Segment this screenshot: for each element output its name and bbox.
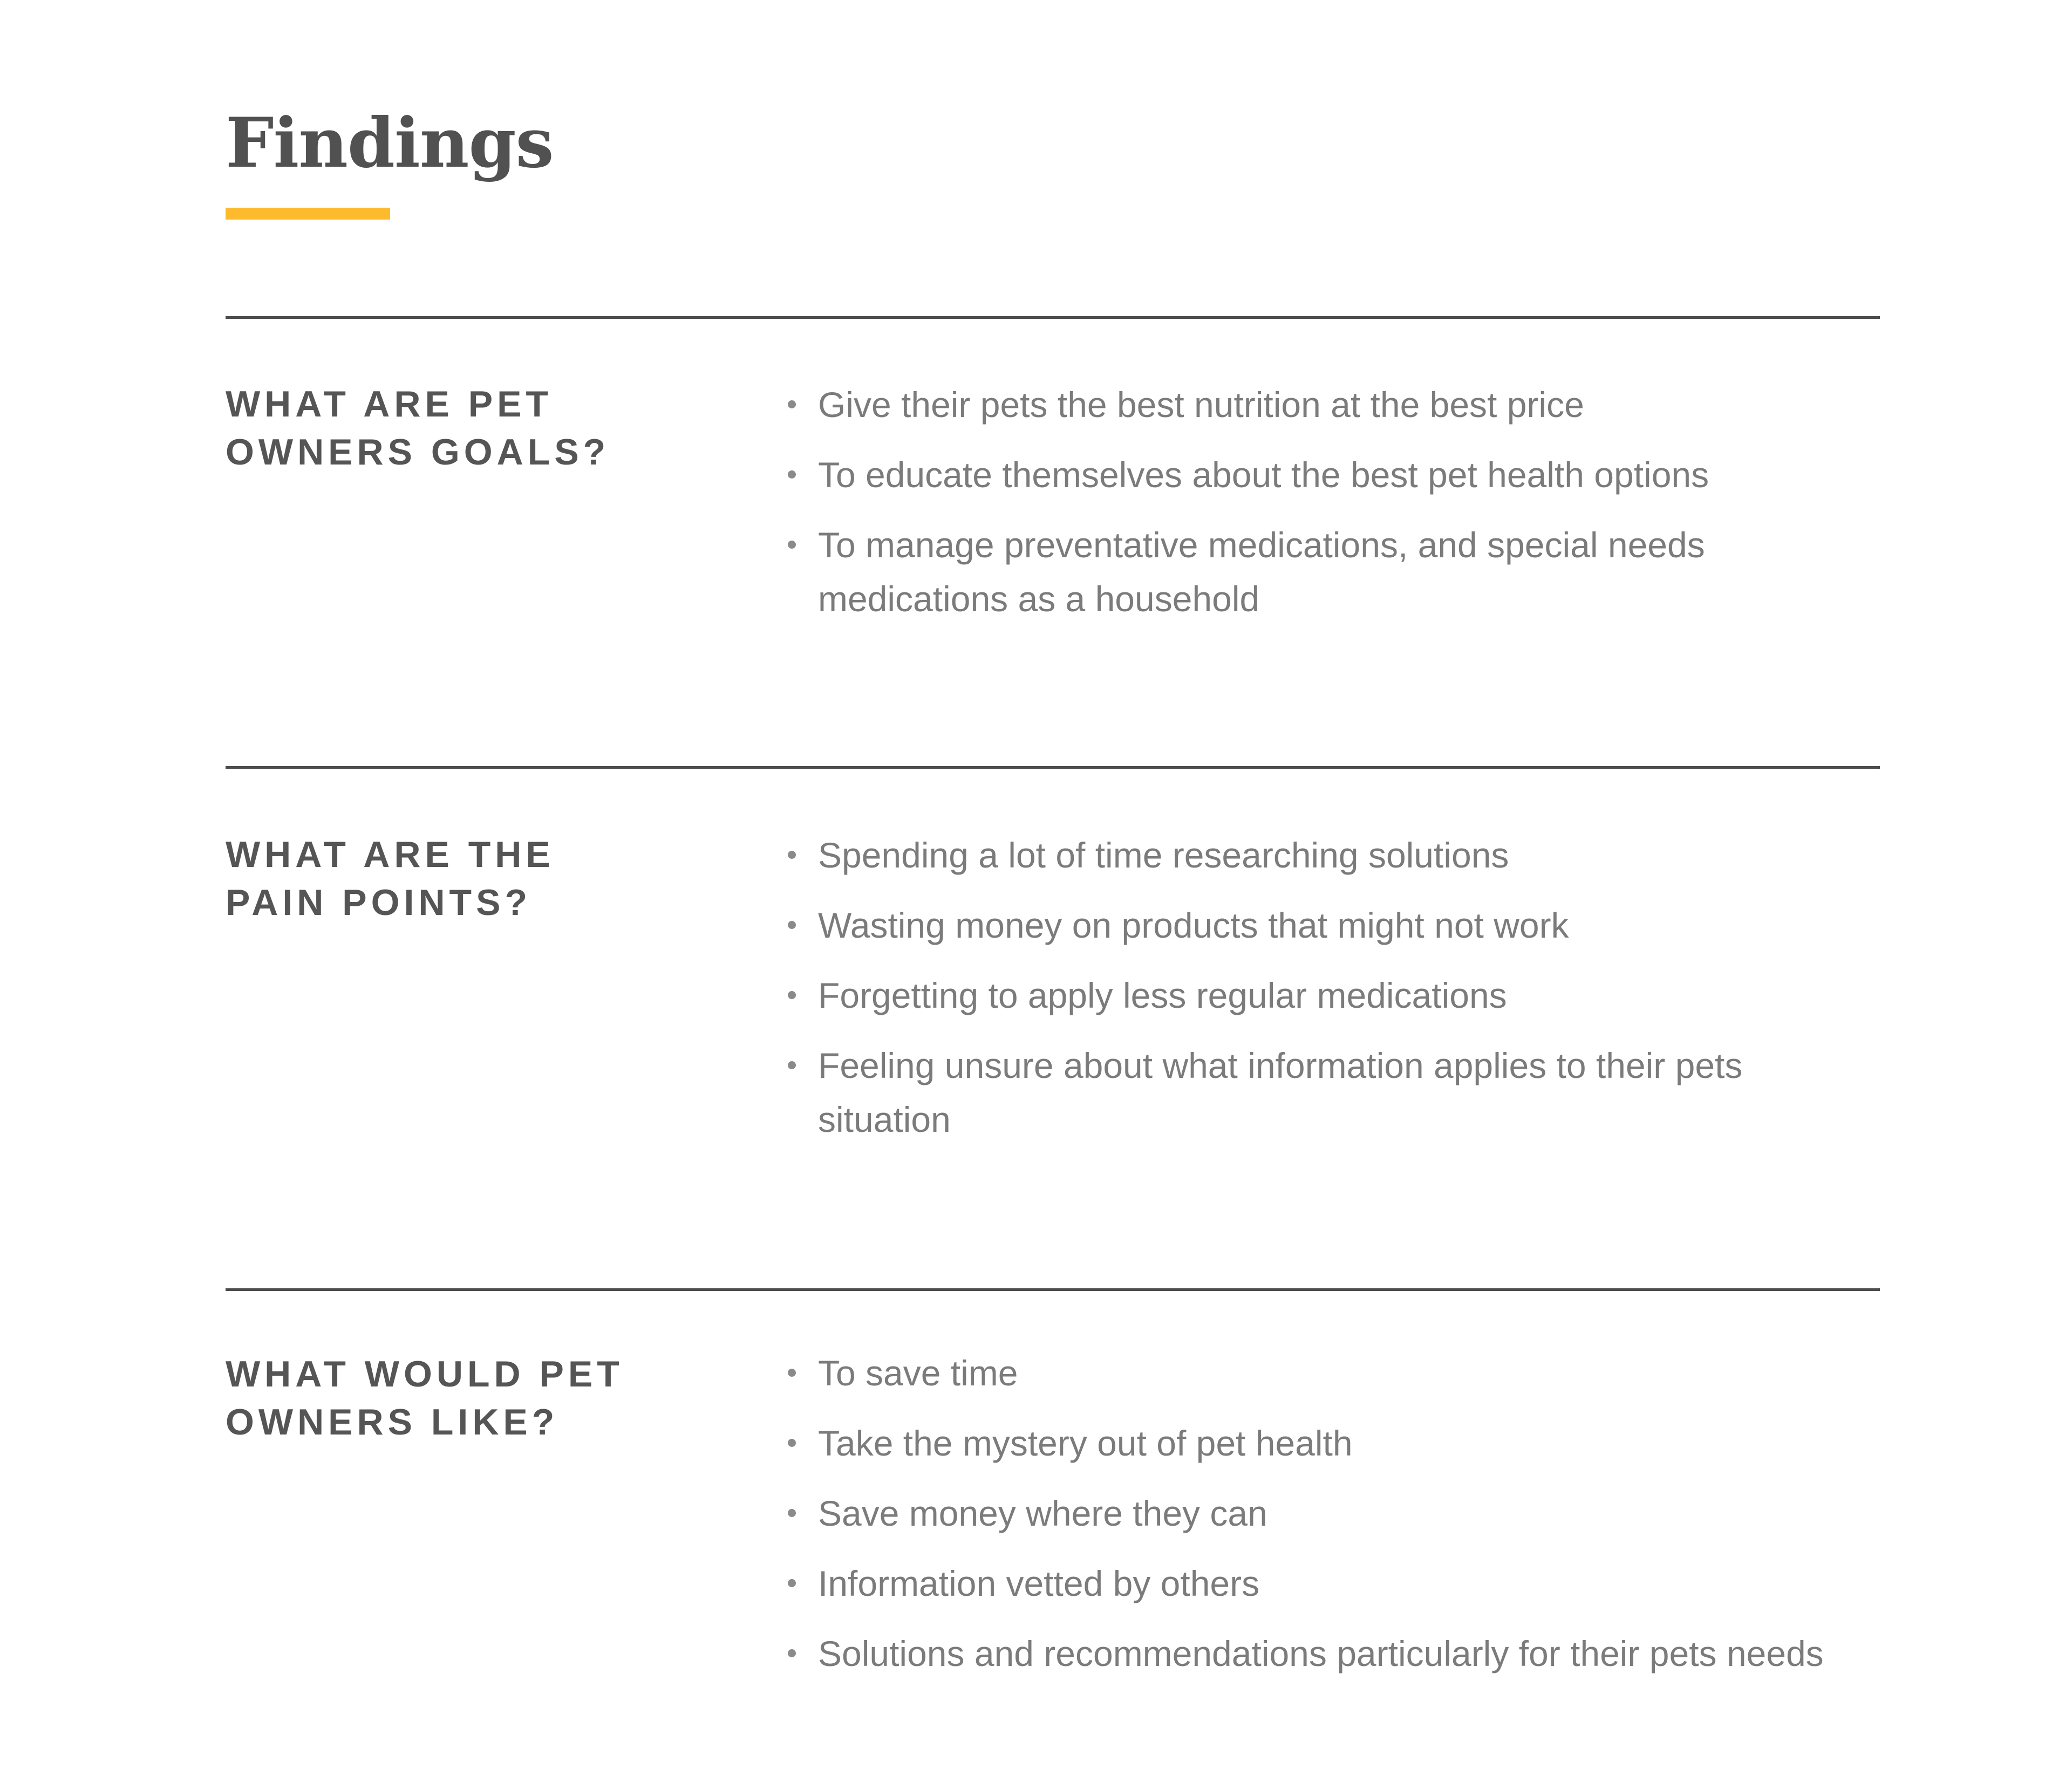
bullet-icon [788, 541, 796, 549]
list-item [788, 1346, 1883, 1400]
bullet-icon [788, 470, 796, 479]
section-divider-likes [226, 1288, 1880, 1291]
list-item-text: To save time [818, 1353, 1018, 1393]
bullet-icon [788, 1579, 796, 1587]
list-item-text: To manage preventative medications, and special needs medications as a household [818, 525, 1705, 619]
section-heading-line: OWNERS GOALS? [226, 432, 610, 473]
bullet-icon [788, 1369, 796, 1377]
section-heading-line: WHAT WOULD PET [226, 1354, 624, 1395]
bullet-icon [788, 1509, 796, 1517]
section-divider-pain-points [226, 766, 1880, 769]
list-item [788, 448, 1883, 502]
pain-points-list [788, 828, 1883, 1163]
bullet-icon [788, 1649, 796, 1657]
likes-list [788, 1346, 1883, 1697]
list-item-text: Spending a lot of time researching solutions [818, 835, 1509, 875]
section-heading-goals [226, 380, 765, 476]
bullet-icon [788, 991, 796, 999]
list-item-text: Take the mystery out of pet health [818, 1423, 1353, 1463]
bullet-icon [788, 921, 796, 929]
list-item-text: Save money where they can [818, 1493, 1267, 1533]
section-heading-line: OWNERS LIKE? [226, 1402, 559, 1443]
list-item [788, 968, 1883, 1022]
bullet-icon [788, 400, 796, 408]
bullet-icon [788, 1439, 796, 1447]
list-item-text: Wasting money on products that might not work [818, 905, 1569, 945]
list-item-text: Information vetted by others [818, 1563, 1260, 1603]
list-item [788, 518, 1883, 626]
list-item [788, 1486, 1883, 1540]
list-item-text: Feeling unsure about what information applies to their pets situation [818, 1046, 1743, 1139]
list-item-text: Solutions and recommendations particularly for their pets needs [818, 1634, 1824, 1673]
list-item-text: Forgetting to apply less regular medications [818, 975, 1507, 1015]
goals-list [788, 378, 1883, 642]
page-title: Findings [226, 103, 554, 183]
list-item [788, 1556, 1883, 1610]
bullet-icon [788, 851, 796, 859]
list-item [788, 898, 1883, 952]
section-heading-likes [226, 1350, 765, 1446]
title-accent-underline [226, 208, 390, 220]
section-heading-line: WHAT ARE THE [226, 834, 555, 875]
section-divider-goals [226, 316, 1880, 319]
list-item-text: Give their pets the best nutrition at the best price [818, 385, 1584, 425]
section-heading-line: WHAT ARE PET [226, 384, 553, 425]
section-heading-pain-points [226, 831, 765, 927]
list-item-text: To educate themselves about the best pet health options [818, 455, 1709, 495]
list-item [788, 1416, 1883, 1470]
list-item [788, 378, 1883, 432]
list-item [788, 1039, 1883, 1146]
section-heading-line: PAIN POINTS? [226, 882, 531, 923]
title-accent-bar [226, 208, 390, 220]
bullet-icon [788, 1061, 796, 1069]
list-item [788, 1627, 1883, 1681]
list-item [788, 828, 1883, 882]
